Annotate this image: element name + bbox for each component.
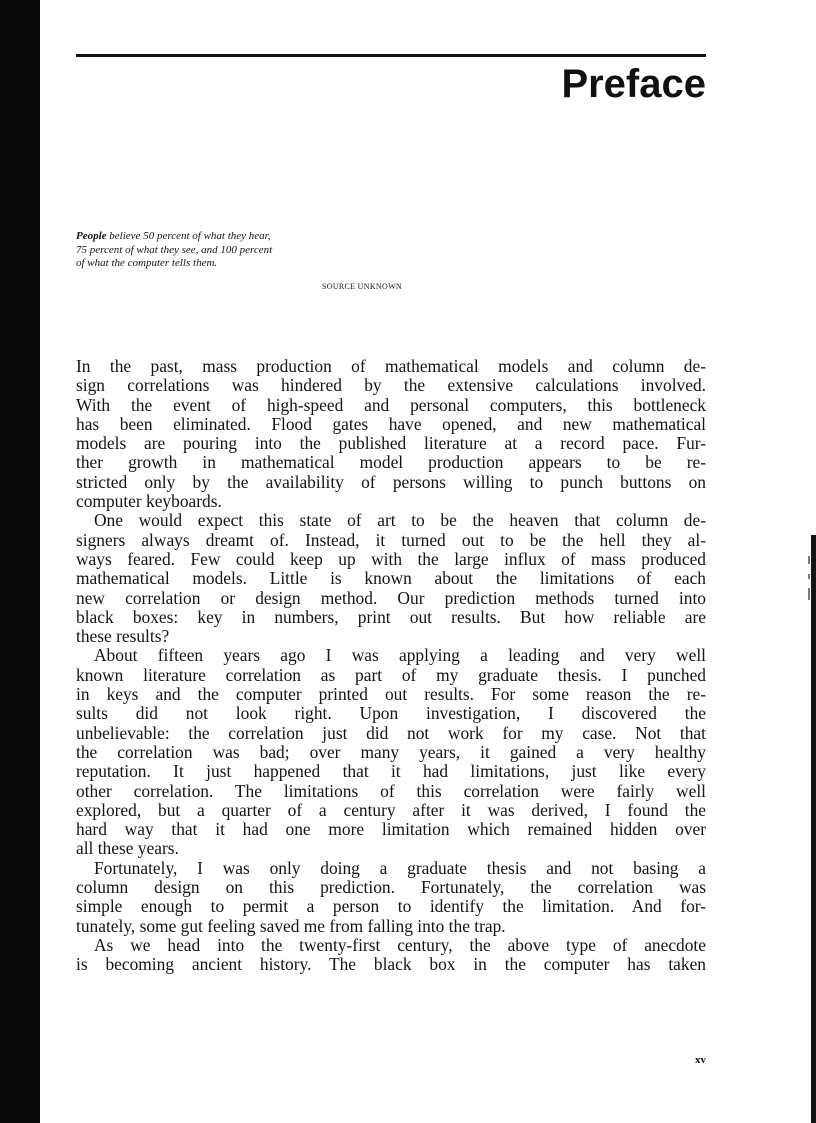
body-line: stricted only by the availability of persons willing to punch buttons on	[76, 471, 706, 492]
body-line: unbelievable: the correlation just did not work for my case. Not that	[76, 722, 706, 743]
epigraph-line: of what the computer tells them.	[76, 257, 218, 269]
body-line: these results?	[76, 626, 170, 647]
body-line: in keys and the computer printed out results. For some reason the re-	[76, 684, 706, 705]
body-line: One would expect this state of art to be the heaven that column de-	[94, 510, 706, 531]
body-line: signers always dreamt of. Instead, it turned out to be the hell they al-	[76, 529, 706, 550]
body-line: As we head into the twenty-first century, the above type of anecdote	[94, 934, 706, 955]
body-line: explored, but a quarter of a century after it was derived, I found the	[76, 799, 706, 820]
body-line: simple enough to permit a person to identify the limitation. And for-	[76, 896, 706, 917]
body-line: is becoming ancient history. The black box in the computer has taken	[76, 954, 706, 975]
body-line: models are pouring into the published literature at a record pace. Fur-	[76, 433, 706, 454]
page-title: Preface	[561, 62, 706, 106]
body-line: reputation. It just happened that it had limitations, just like every	[76, 761, 706, 782]
scan-speck	[808, 574, 810, 579]
epigraph-line: People believe 50 percent of what they hear,	[76, 230, 271, 242]
body-line: About fifteen years ago I was applying a leading and very well	[94, 645, 706, 666]
body-line: has been eliminated. Flood gates have opened, and new mathematical	[76, 413, 706, 434]
title-rule	[76, 54, 706, 57]
epigraph	[76, 230, 406, 271]
body-line: hard way that it had one more limitation which remained hidden over	[76, 819, 706, 840]
body-line: ther growth in mathematical model production appears to be re-	[76, 452, 706, 473]
body-line: computer keyboards.	[76, 491, 222, 512]
body-line: known literature correlation as part of my graduate thesis. I punched	[76, 664, 706, 685]
body-line: the correlation was bad; over many years, it gained a very healthy	[76, 741, 706, 762]
body-line: other correlation. The limitations of this correlation were fairly well	[76, 780, 706, 801]
body-line: column design on this prediction. Fortunately, the correlation was	[76, 877, 706, 898]
scan-edge-left	[0, 0, 40, 1123]
epigraph-first-word: People	[76, 230, 107, 242]
scan-edge-right	[811, 535, 816, 1123]
epigraph-line: 75 percent of what they see, and 100 percent	[76, 243, 273, 256]
body-line: sults did not look right. Upon investigation, I discovered the	[76, 703, 706, 724]
body-text	[76, 357, 706, 975]
body-line: In the past, mass production of mathematical models and column de-	[76, 356, 706, 376]
body-line: ways feared. Few could keep up with the large influx of mass produced	[76, 548, 706, 569]
body-line: With the event of high-speed and personal computers, this bottleneck	[76, 394, 706, 415]
body-line: sign correlations was hindered by the extensive calculations involved.	[76, 375, 706, 396]
body-line: Fortunately, I was only doing a graduate thesis and not basing a	[94, 857, 706, 878]
scan-speck	[808, 556, 810, 564]
scan-speck	[808, 588, 810, 600]
body-line: mathematical models. Little is known about the limitations of each	[76, 568, 706, 589]
page-number: xv	[695, 1054, 706, 1066]
body-line: all these years.	[76, 838, 179, 859]
epigraph-source: SOURCE UNKNOWN	[322, 282, 402, 291]
body-line: black boxes: key in numbers, print out results. But how reliable are	[76, 606, 706, 627]
body-line: new correlation or design method. Our prediction methods turned into	[76, 587, 706, 608]
body-line: tunately, some gut feeling saved me from falling into the trap.	[76, 915, 506, 936]
